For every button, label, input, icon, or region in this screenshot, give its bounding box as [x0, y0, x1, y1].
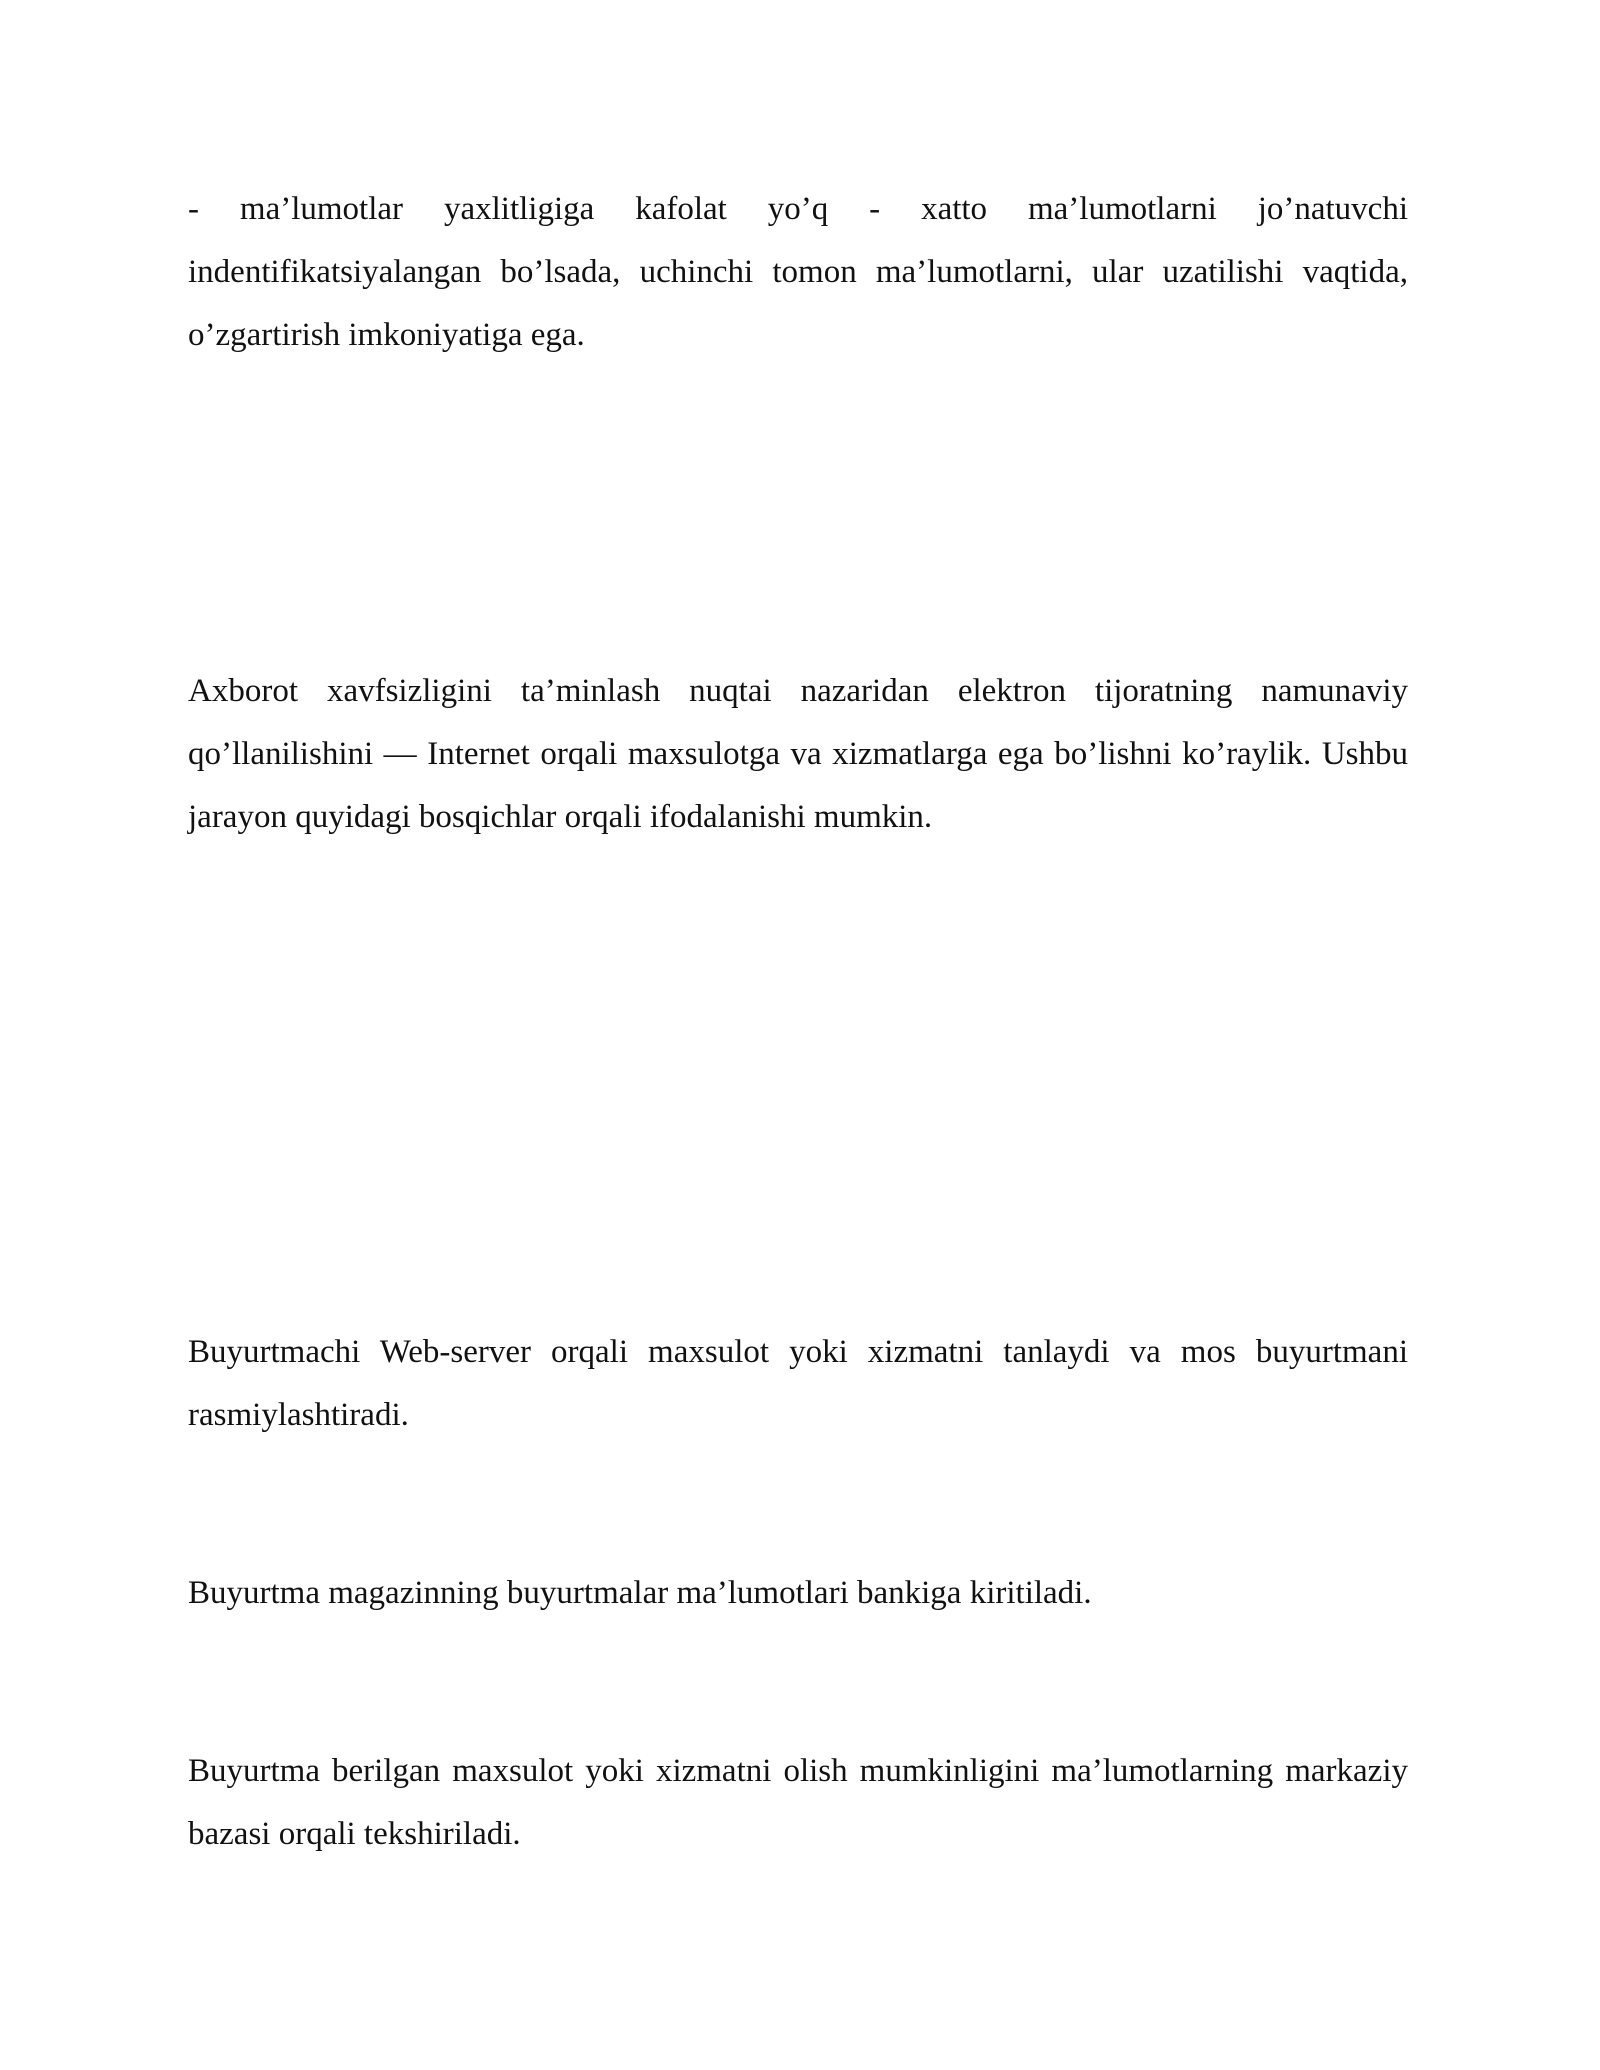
- paragraph-ecommerce-intro: Axborot xavfsizligini ta’minlash nuqtai nazaridan elektron tijoratning namunaviy qo’llanilishini — Internet orqali maxsulotga va xizmatlarga ega bo’lishni ko’raylik. Ushbu jarayon quyidagi bosqichlar orqali ifodalanishi mumkin.: [188, 673, 1408, 835]
- paragraph-step-order-selection: Buyurtmachi Web-server orqali maxsulot yoki xizmatni tanlaydi va mos buyurtmani rasmiylashtiradi.: [188, 1334, 1408, 1433]
- paragraph-step-order-database: Buyurtma magazinning buyurtmalar ma’lumotlari bankiga kiritiladi.: [188, 1575, 1092, 1611]
- paragraph-step-availability-check: Buyurtma berilgan maxsulot yoki xizmatni olish mumkinligini ma’lumotlarning markaziy bazasi orqali tekshiriladi.: [188, 1753, 1408, 1852]
- paragraph-data-integrity: - ma’lumotlar yaxlitligiga kafolat yo’q - xatto ma’lumotlarni jo’natuvchi indentifikatsiyalangan bo’lsada, uchinchi tomon ma’lumotlarni, ular uzatilishi vaqtida, o’zgartirish imkoniyatiga ega.: [188, 191, 1408, 353]
